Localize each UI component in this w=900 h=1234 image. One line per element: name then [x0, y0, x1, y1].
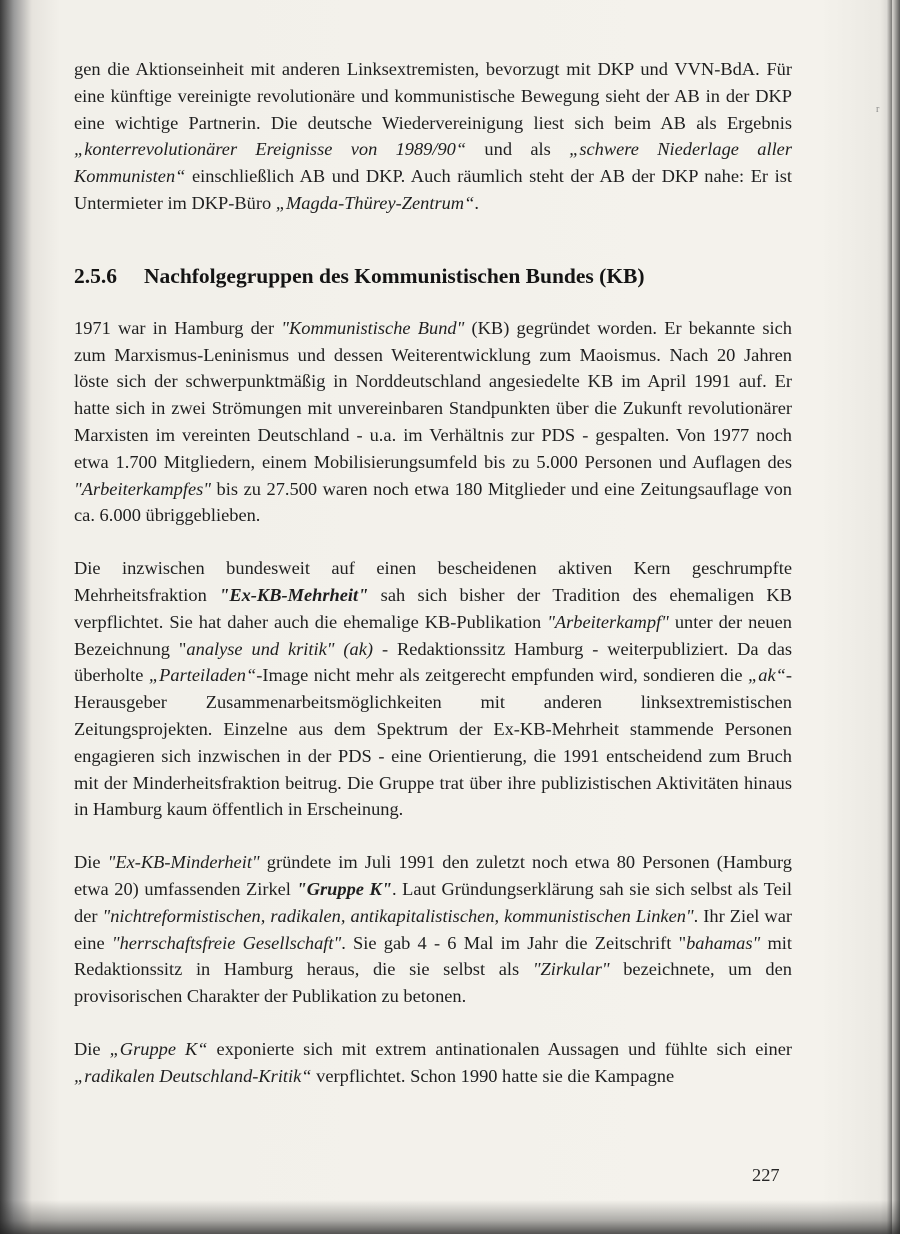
- text-segment: 1971 war in Hamburg der: [74, 317, 282, 338]
- text-segment: „Parteiladen“: [148, 665, 257, 686]
- section-title: Nachfolgegruppen des Kommunistischen Bundes (KB): [144, 263, 645, 288]
- text-segment: bis zu 27.500 waren noch etwa 180 Mitglieder und eine Zeitungsauflage von ca. 6.000 übriggeblieben.: [74, 478, 792, 526]
- text-segment: „schwere Niederlage aller Kommunisten“: [74, 139, 792, 187]
- text-segment: . Ihr Ziel war eine: [74, 905, 792, 953]
- text-segment: -Herausgeber Zusammenarbeitsmöglichkeiten mit anderen linksextremistischen Zeitungsprojekten. Einzelne aus dem Spektrum der Ex-KB-Mehrheit stammende Personen engagieren sich inzwischen in der PDS - eine Orientierung, die 1991 entscheidend zum Bruch mit der Minderheitsfraktion beitrug. Die Gruppe trat über ihre publizistischen Aktivitäten hinaus in Hamburg kaum öffentlich in Erscheinung.: [74, 665, 792, 820]
- text-segment: -Image nicht mehr als zeitgerecht empfunden wird, sondieren die: [256, 665, 749, 686]
- text-segment: unter der neuen Bezeichnung ": [74, 611, 792, 659]
- text-segment: analyse und kritik" (ak): [186, 638, 374, 659]
- text-segment: "Arbeiterkampf": [547, 611, 669, 632]
- text-segment: "Ex-KB-Mehrheit": [219, 584, 369, 605]
- page-number: 227: [752, 1165, 780, 1185]
- text-segment: „ak“: [748, 665, 786, 686]
- text-segment: "herrschaftsfreie Gesellschaft": [111, 932, 342, 953]
- text-segment: "nichtreformistischen, radikalen, antikapitalistischen, kommunistischen Linken": [102, 905, 694, 926]
- text-segment: - Redaktionssitz Hamburg - weiterpubliziert. Da das überholte: [74, 638, 793, 686]
- text-segment: „radikalen Deutschland-Kritik“: [74, 1065, 312, 1086]
- text-segment: Die inzwischen bundesweit auf einen bescheidenen aktiven Kern geschrumpfte Mehrheitsfraktion: [74, 558, 792, 605]
- text-segment: . Sie gab 4 - 6 Mal im Jahr die Zeitschrift ": [341, 932, 687, 953]
- page-shadow: [0, 1200, 900, 1234]
- text-segment: bezeichnete, um den provisorischen Charakter der Publikation zu betonen.: [74, 959, 792, 1007]
- text-segment: mit Redaktionssitz in Hamburg heraus, die sie selbst als: [74, 932, 792, 980]
- paragraph-gruppe-k: [74, 1036, 792, 1090]
- paragraph-kb-history: [74, 315, 792, 529]
- section-heading: [74, 261, 792, 291]
- text-segment: "Zirkular": [532, 959, 610, 980]
- section-number: 2.5.6: [74, 263, 117, 288]
- text-segment: gründete im Juli 1991 den zuletzt noch etwa 80 Personen (Hamburg etwa 20) umfassenden Zirkel: [74, 852, 793, 899]
- text-segment: „Magda-Thürey-Zentrum“: [275, 192, 475, 213]
- text-segment: „konterrevolutionärer Ereignisse von 1989/90“: [74, 139, 467, 160]
- text-segment: Die: [74, 1038, 110, 1059]
- body-text: [74, 56, 792, 1090]
- text-segment: „Gruppe K“: [109, 1038, 208, 1059]
- text-segment: gen die Aktionseinheit mit anderen Linksextremisten, bevorzugt mit DKP und VVN-BdA. Für eine künftige vereinigte revolutionäre und kommunistische Bewegung sieht der AB in der DKP eine wichtige Partnerin. Die deutsche Wiedervereinigung liest sich beim AB als Ergebnis: [74, 59, 792, 133]
- text-segment: exponierte sich mit extrem antinationalen Aussagen und fühlte sich einer: [207, 1038, 793, 1059]
- text-segment: . Laut Gründungserklärung sah sie sich selbst als Teil der: [74, 878, 792, 926]
- paragraph-ex-kb-mehrheit: [74, 555, 792, 823]
- text-segment: bahamas": [686, 932, 761, 953]
- edge-mark: r: [876, 104, 880, 115]
- text-segment: und als: [466, 139, 570, 160]
- text-segment: "Kommunistische Bund": [281, 317, 465, 338]
- text-segment: "Ex-KB-Minderheit": [107, 852, 260, 873]
- text-segment: einschließlich AB und DKP. Auch räumlich steht der AB der DKP nahe: Er ist Untermieter im DKP-Büro: [74, 166, 792, 213]
- text-segment: sah sich bisher der Tradition des ehemaligen KB verpflichtet. Sie hat daher auch die ehemalige KB-Publikation: [74, 584, 792, 632]
- paragraph-ex-kb-minderheit: [74, 849, 792, 1010]
- text-segment: .: [474, 192, 479, 213]
- text-segment: verpflichtet. Schon 1990 hatte sie die Kampagne: [311, 1065, 675, 1086]
- text-segment: Die: [74, 852, 108, 873]
- page-edge: [887, 0, 892, 1234]
- text-segment: (KB) gegründet worden. Er bekannte sich zum Marxismus-Leninismus und dessen Weiterentwicklung zum Maoismus. Nach 20 Jahren löste sich der schwerpunktmäßig in Norddeutschland angesiedelte KB im April 1991 auf. Er hatte sich in zwei Strömungen mit unvereinbaren Standpunkten über die Zukunft revolutionärer Marxisten im vereinten Deutschland - u.a. im Verhältnis zur PDS - gespalten. Von 1977 noch etwa 1.700 Mitgliedern, einem Mobilisierungsumfeld bis zu 5.000 Personen und Auflagen des: [74, 317, 792, 472]
- text-segment: "Gruppe K": [296, 878, 392, 899]
- text-segment: "Arbeiterkampfes": [74, 478, 211, 499]
- paragraph-ab-continuation: [74, 56, 792, 217]
